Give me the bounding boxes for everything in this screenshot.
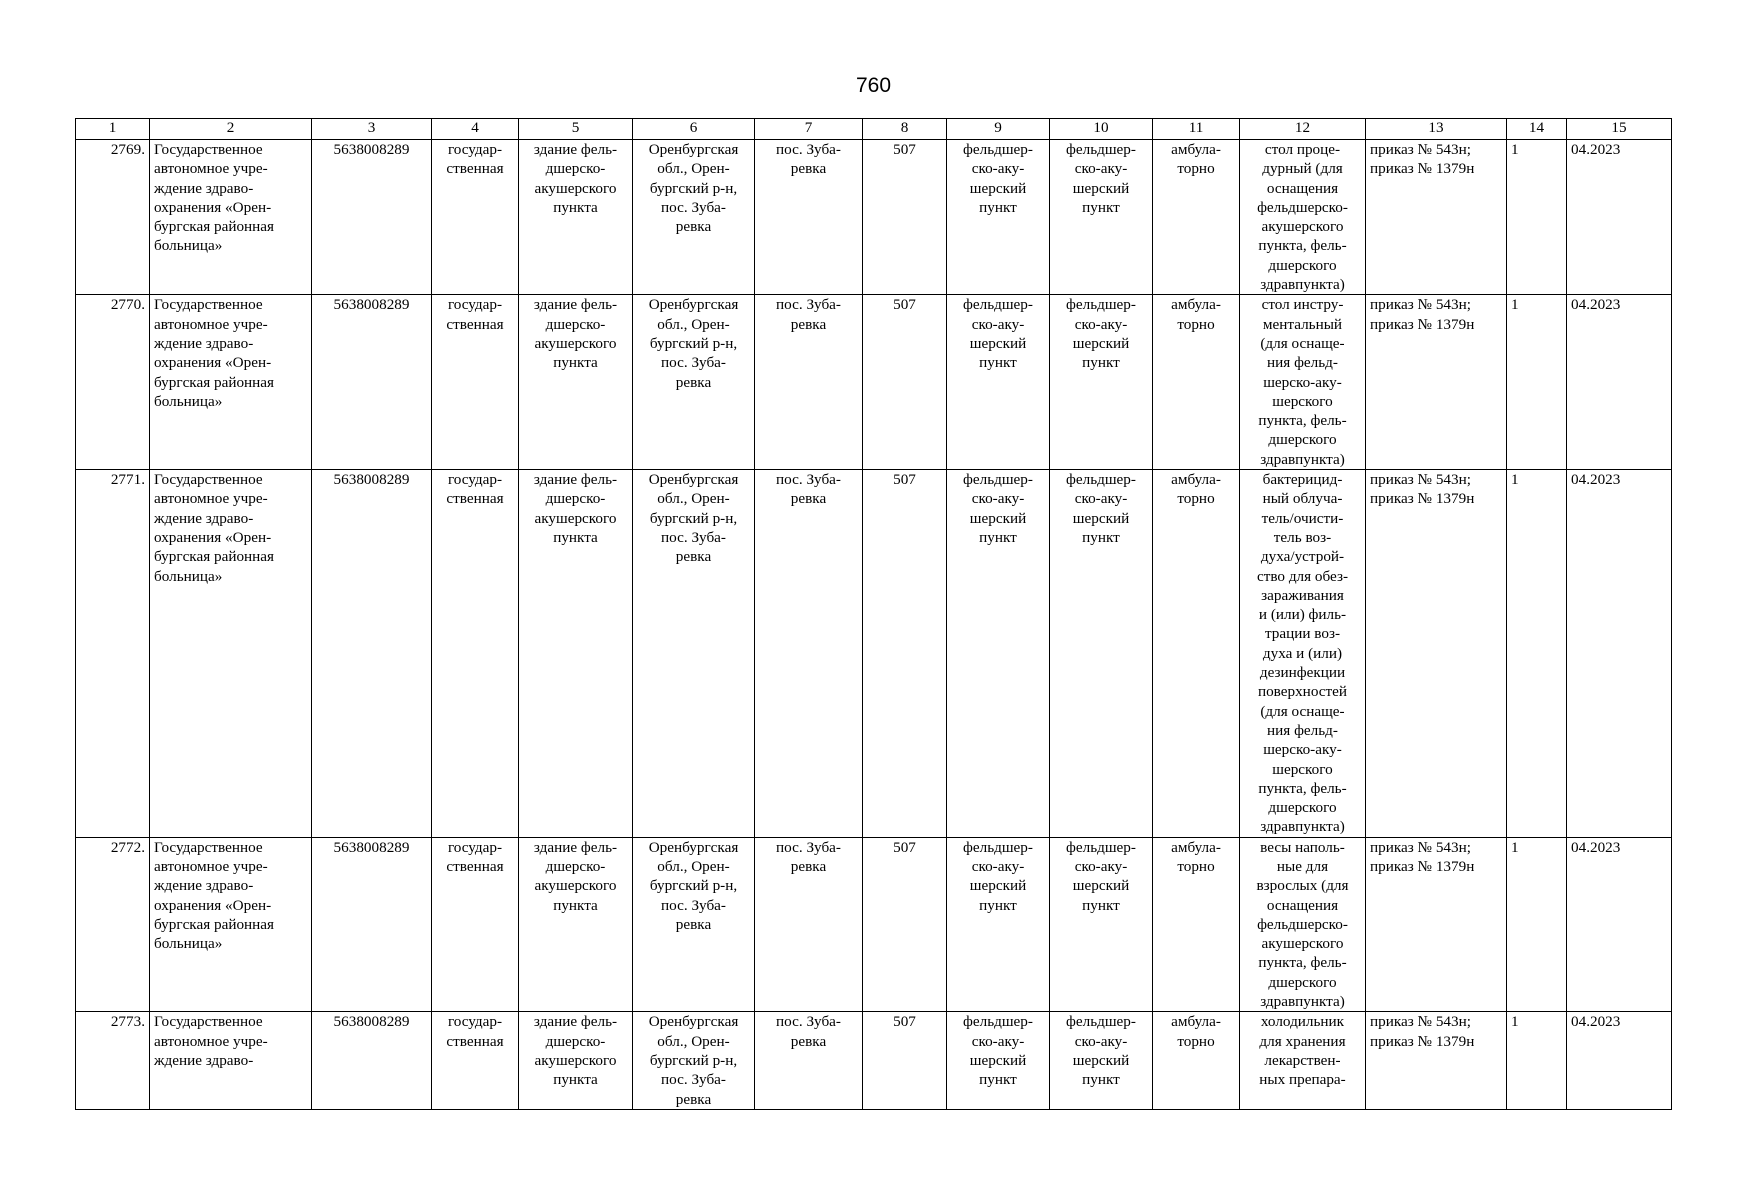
unit-name-cell: фельдшер- ско-аку- шерский пункт (1050, 1012, 1153, 1109)
care-form-cell: амбула- торно (1153, 1012, 1240, 1109)
organization-cell: Государственное автономное учре- ждение здраво- (150, 1012, 312, 1109)
organization-cell: Государственное автономное учре- ждение здраво- охранения «Орен- бургская районная больница» (150, 140, 312, 295)
code-cell: 507 (863, 1012, 947, 1109)
unit-name-cell: фельдшер- ско-аку- шерский пункт (1050, 140, 1153, 295)
organization-cell: Государственное автономное учре- ждение здраво- охранения «Орен- бургская районная больница» (150, 295, 312, 470)
column-number-cell: 8 (863, 119, 947, 140)
care-form-cell: амбула- торно (1153, 140, 1240, 295)
column-number-cell: 11 (1153, 119, 1240, 140)
building-cell: здание фель- дшерско- акушерского пункта (519, 1012, 633, 1109)
care-form-cell: амбула- торно (1153, 295, 1240, 470)
column-number-cell: 1 (76, 119, 150, 140)
table-row (76, 140, 1672, 295)
equipment-cell: весы наполь- ные для взрослых (для оснащения фельдшерско- акушерского пункта, фель- дшерского здравпункта) (1240, 837, 1366, 1012)
date-cell: 04.2023 (1567, 837, 1672, 1012)
building-cell: здание фель- дшерско- акушерского пункта (519, 295, 633, 470)
unit-name-cell: фельдшер- ско-аку- шерский пункт (1050, 470, 1153, 838)
unit-type-cell: фельдшер- ско-аку- шерский пункт (947, 295, 1050, 470)
care-form-cell: амбула- торно (1153, 837, 1240, 1012)
orders-cell: приказ № 543н; приказ № 1379н (1366, 295, 1507, 470)
quantity-cell: 1 (1507, 140, 1567, 295)
building-cell: здание фель- дшерско- акушерского пункта (519, 140, 633, 295)
orders-cell: приказ № 543н; приказ № 1379н (1366, 1012, 1507, 1109)
unit-name-cell: фельдшер- ско-аку- шерский пункт (1050, 837, 1153, 1012)
column-number-cell: 5 (519, 119, 633, 140)
date-cell: 04.2023 (1567, 140, 1672, 295)
ownership-cell: государ- ственная (432, 470, 519, 838)
equipment-cell: бактерицид- ный облуча- тель/очисти- тель воз- духа/устрой- ство для обез- зараживания и (или) филь- трации воз- духа и (или) дезинфекции поверхностей (для оснаще- ния фельд- шерско-аку- шерского пункта, фель- дшерского здравпункта) (1240, 470, 1366, 838)
registry-table (75, 118, 1672, 1110)
ownership-cell: государ- ственная (432, 140, 519, 295)
header-row (76, 119, 1672, 140)
unit-name-cell: фельдшер- ско-аку- шерский пункт (1050, 295, 1153, 470)
unit-type-cell: фельдшер- ско-аку- шерский пункт (947, 837, 1050, 1012)
row-number-cell: 2770. (76, 295, 150, 470)
settlement-cell: пос. Зуба- ревка (755, 140, 863, 295)
organization-cell: Государственное автономное учре- ждение здраво- охранения «Орен- бургская районная больница» (150, 837, 312, 1012)
organization-cell: Государственное автономное учре- ждение здраво- охранения «Орен- бургская районная больница» (150, 470, 312, 838)
code-cell: 507 (863, 295, 947, 470)
column-number-header (76, 119, 1672, 140)
equipment-cell: стол проце- дурный (для оснащения фельдшерско- акушерского пункта, фель- дшерского здравпункта) (1240, 140, 1366, 295)
quantity-cell: 1 (1507, 470, 1567, 838)
table-body (76, 140, 1672, 1110)
inn-cell: 5638008289 (312, 140, 432, 295)
row-number-cell: 2771. (76, 470, 150, 838)
inn-cell: 5638008289 (312, 470, 432, 838)
column-number-cell: 2 (150, 119, 312, 140)
table-row (76, 1012, 1672, 1109)
row-number-cell: 2773. (76, 1012, 150, 1109)
column-number-cell: 13 (1366, 119, 1507, 140)
settlement-cell: пос. Зуба- ревка (755, 295, 863, 470)
column-number-cell: 9 (947, 119, 1050, 140)
settlement-cell: пос. Зуба- ревка (755, 1012, 863, 1109)
building-cell: здание фель- дшерско- акушерского пункта (519, 837, 633, 1012)
row-number-cell: 2769. (76, 140, 150, 295)
column-number-cell: 12 (1240, 119, 1366, 140)
date-cell: 04.2023 (1567, 470, 1672, 838)
column-number-cell: 4 (432, 119, 519, 140)
inn-cell: 5638008289 (312, 837, 432, 1012)
address-cell: Оренбургская обл., Орен- бургский р-н, пос. Зуба- ревка (633, 1012, 755, 1109)
column-number-cell: 3 (312, 119, 432, 140)
column-number-cell: 10 (1050, 119, 1153, 140)
quantity-cell: 1 (1507, 295, 1567, 470)
column-number-cell: 7 (755, 119, 863, 140)
address-cell: Оренбургская обл., Орен- бургский р-н, пос. Зуба- ревка (633, 470, 755, 838)
table-row (76, 295, 1672, 470)
page-number: 760 (855, 74, 892, 97)
table-row (76, 470, 1672, 838)
column-number-cell: 15 (1567, 119, 1672, 140)
column-number-cell: 14 (1507, 119, 1567, 140)
date-cell: 04.2023 (1567, 295, 1672, 470)
settlement-cell: пос. Зуба- ревка (755, 470, 863, 838)
care-form-cell: амбула- торно (1153, 470, 1240, 838)
settlement-cell: пос. Зуба- ревка (755, 837, 863, 1012)
equipment-cell: стол инстру- ментальный (для оснаще- ния фельд- шерско-аку- шерского пункта, фель- дшерского здравпункта) (1240, 295, 1366, 470)
unit-type-cell: фельдшер- ско-аку- шерский пункт (947, 140, 1050, 295)
inn-cell: 5638008289 (312, 295, 432, 470)
orders-cell: приказ № 543н; приказ № 1379н (1366, 837, 1507, 1012)
code-cell: 507 (863, 837, 947, 1012)
equipment-cell: холодильник для хранения лекарствен- ных препара- (1240, 1012, 1366, 1109)
table-row (76, 837, 1672, 1012)
orders-cell: приказ № 543н; приказ № 1379н (1366, 140, 1507, 295)
ownership-cell: государ- ственная (432, 295, 519, 470)
orders-cell: приказ № 543н; приказ № 1379н (1366, 470, 1507, 838)
address-cell: Оренбургская обл., Орен- бургский р-н, пос. Зуба- ревка (633, 295, 755, 470)
unit-type-cell: фельдшер- ско-аку- шерский пункт (947, 1012, 1050, 1109)
ownership-cell: государ- ственная (432, 837, 519, 1012)
quantity-cell: 1 (1507, 837, 1567, 1012)
column-number-cell: 6 (633, 119, 755, 140)
address-cell: Оренбургская обл., Орен- бургский р-н, пос. Зуба- ревка (633, 140, 755, 295)
quantity-cell: 1 (1507, 1012, 1567, 1109)
code-cell: 507 (863, 470, 947, 838)
code-cell: 507 (863, 140, 947, 295)
date-cell: 04.2023 (1567, 1012, 1672, 1109)
inn-cell: 5638008289 (312, 1012, 432, 1109)
building-cell: здание фель- дшерско- акушерского пункта (519, 470, 633, 838)
row-number-cell: 2772. (76, 837, 150, 1012)
unit-type-cell: фельдшер- ско-аку- шерский пункт (947, 470, 1050, 838)
ownership-cell: государ- ственная (432, 1012, 519, 1109)
address-cell: Оренбургская обл., Орен- бургский р-н, пос. Зуба- ревка (633, 837, 755, 1012)
